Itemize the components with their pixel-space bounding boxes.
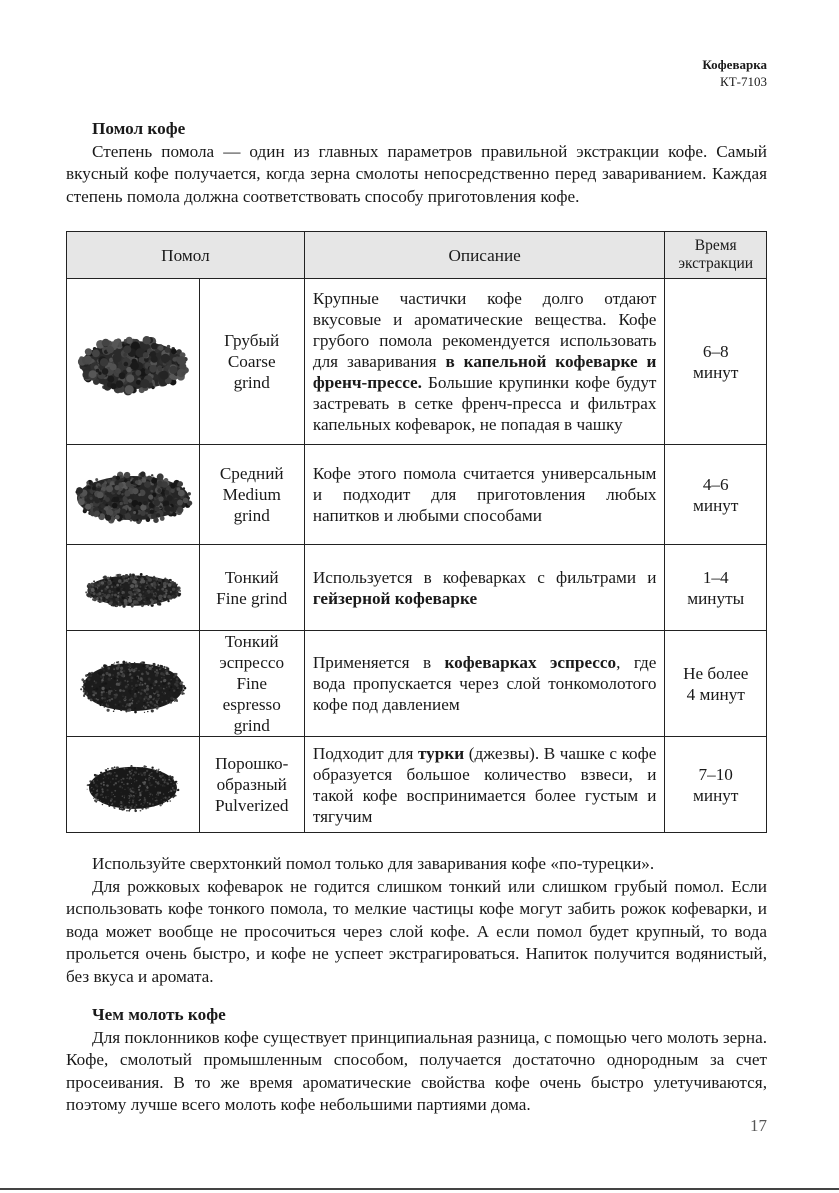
description-segment: Применяется в xyxy=(312,653,445,672)
description-segment: Крупные частички кофе долго отдают вкусовые и ароматические вещества. Кофе грубого помола рекомендуется использовать для заваривания xyxy=(312,289,657,371)
description-segment: Подходит для xyxy=(312,743,418,763)
description-segment: Большие крупинки кофе будут застревать в сетке френч-пресса и фильтрах капельных кофеварок, не попадая в чашку xyxy=(312,373,657,434)
page-header xyxy=(702,56,767,90)
section-title-how-to-grind: Чем молоть кофе xyxy=(92,1005,226,1024)
description-segment: кофеварках эспрессо xyxy=(444,653,617,672)
grind-table xyxy=(66,231,767,833)
table-header-row xyxy=(67,232,767,279)
table-row xyxy=(67,279,767,445)
espresso-machine-note: Для рожковых кофеварок не годится слишком тонкий или слишком грубый помол. Если использовать кофе тонкого помола, то мелкие частицы кофе могут забить рожок кофеварки, и вода может вообще не просочиться через слой кофе. А если помол будет крупный, то вода прольется очень быстро, и кофе не успеет экстрагироваться. Напиток получится водянистый, без вкуса и аромата. xyxy=(66,876,767,986)
coarse-coffee-grounds-image xyxy=(71,317,195,407)
description-segment: Кофе этого помола считается универсальным и подходит для приготовления любых напитков и любыми способами xyxy=(312,464,657,525)
table-row xyxy=(67,445,767,545)
description-segment: , где вода пропускается через слой тонкомолотого кофе под давлением xyxy=(312,653,657,714)
header-grind: Помол xyxy=(67,232,305,279)
grind-image-cell xyxy=(67,445,200,545)
grind-name: Грубый Coarse grind xyxy=(199,279,304,445)
grind-image-cell xyxy=(67,545,200,631)
fine-coffee-grounds-image xyxy=(71,550,195,626)
after-table-text xyxy=(66,853,767,989)
grind-image-cell xyxy=(67,631,200,737)
extraction-time: 1–4 минуты xyxy=(665,545,767,631)
grind-name: Средний Medium grind xyxy=(199,445,304,545)
extraction-time: 4–6 минут xyxy=(665,445,767,545)
description-segment: гейзерной кофеварке xyxy=(312,588,478,608)
description-segment: турки xyxy=(417,743,465,763)
description-segment: в капельной кофеварке и френч-прессе. xyxy=(312,352,657,392)
grind-description xyxy=(304,631,665,737)
turkish-note: Используйте сверхтонкий помол только для заваривания кофе «по-турецки». xyxy=(92,854,655,873)
grind-image-cell xyxy=(67,279,200,445)
intro-paragraph: Степень помола — один из главных параметров правильной экстракции кофе. Самый вкусный кофе получается, когда зерна смолоты непосредственно перед завариванием. Каждая степень помола должна соответствовать способу приготовления кофе. xyxy=(66,141,767,206)
section-title-grind: Помол кофе xyxy=(92,119,186,138)
table-row xyxy=(67,545,767,631)
grind-description xyxy=(304,545,665,631)
extraction-time: Не более 4 минут xyxy=(665,631,767,737)
table-row xyxy=(67,631,767,737)
grind-description xyxy=(304,445,665,545)
extraction-time: 6–8 минут xyxy=(665,279,767,445)
header-description: Описание xyxy=(304,232,665,279)
how-to-grind-paragraph: Для поклонников кофе существует принципиальная разница, с помощью чего молоть зерна. Кофе, смолотый промышленным способом, получается достаточно однородным за счет просеивания. В то же время ароматические свойства кофе очень быстро улетучиваются, поэтому лучше всего молоть кофе небольшими партиями дома. xyxy=(66,1027,767,1115)
page-number: 17 xyxy=(750,1116,767,1135)
table-row xyxy=(67,737,767,833)
section-grind-intro xyxy=(66,118,767,208)
grind-description xyxy=(304,279,665,445)
grind-name: Тонкий Fine grind xyxy=(199,545,304,631)
description-segment: (джезвы). В чашке с кофе образуется большое количество взвеси, и такой кофе воспринимается более густым и тягучим xyxy=(312,743,657,826)
medium-coffee-grounds-image xyxy=(71,450,195,540)
grind-description xyxy=(304,737,665,833)
section-how-to-grind xyxy=(66,1004,767,1117)
grind-name: Порошко- образный Pulverized xyxy=(199,737,304,833)
grind-name: Тонкий эспрессо Fine espresso grind xyxy=(199,631,304,737)
header-time: Время экстракции xyxy=(665,232,767,279)
description-segment: Используется в кофеварках с фильтрами и xyxy=(312,567,657,587)
bottom-rule xyxy=(0,1188,839,1190)
espresso-coffee-grounds-image xyxy=(71,639,195,729)
model-number: КТ-7103 xyxy=(720,74,767,89)
pulverized-coffee-grounds-image xyxy=(71,742,195,828)
extraction-time: 7–10 минут xyxy=(665,737,767,833)
grind-image-cell xyxy=(67,737,200,833)
product-name: Кофеварка xyxy=(702,57,767,72)
